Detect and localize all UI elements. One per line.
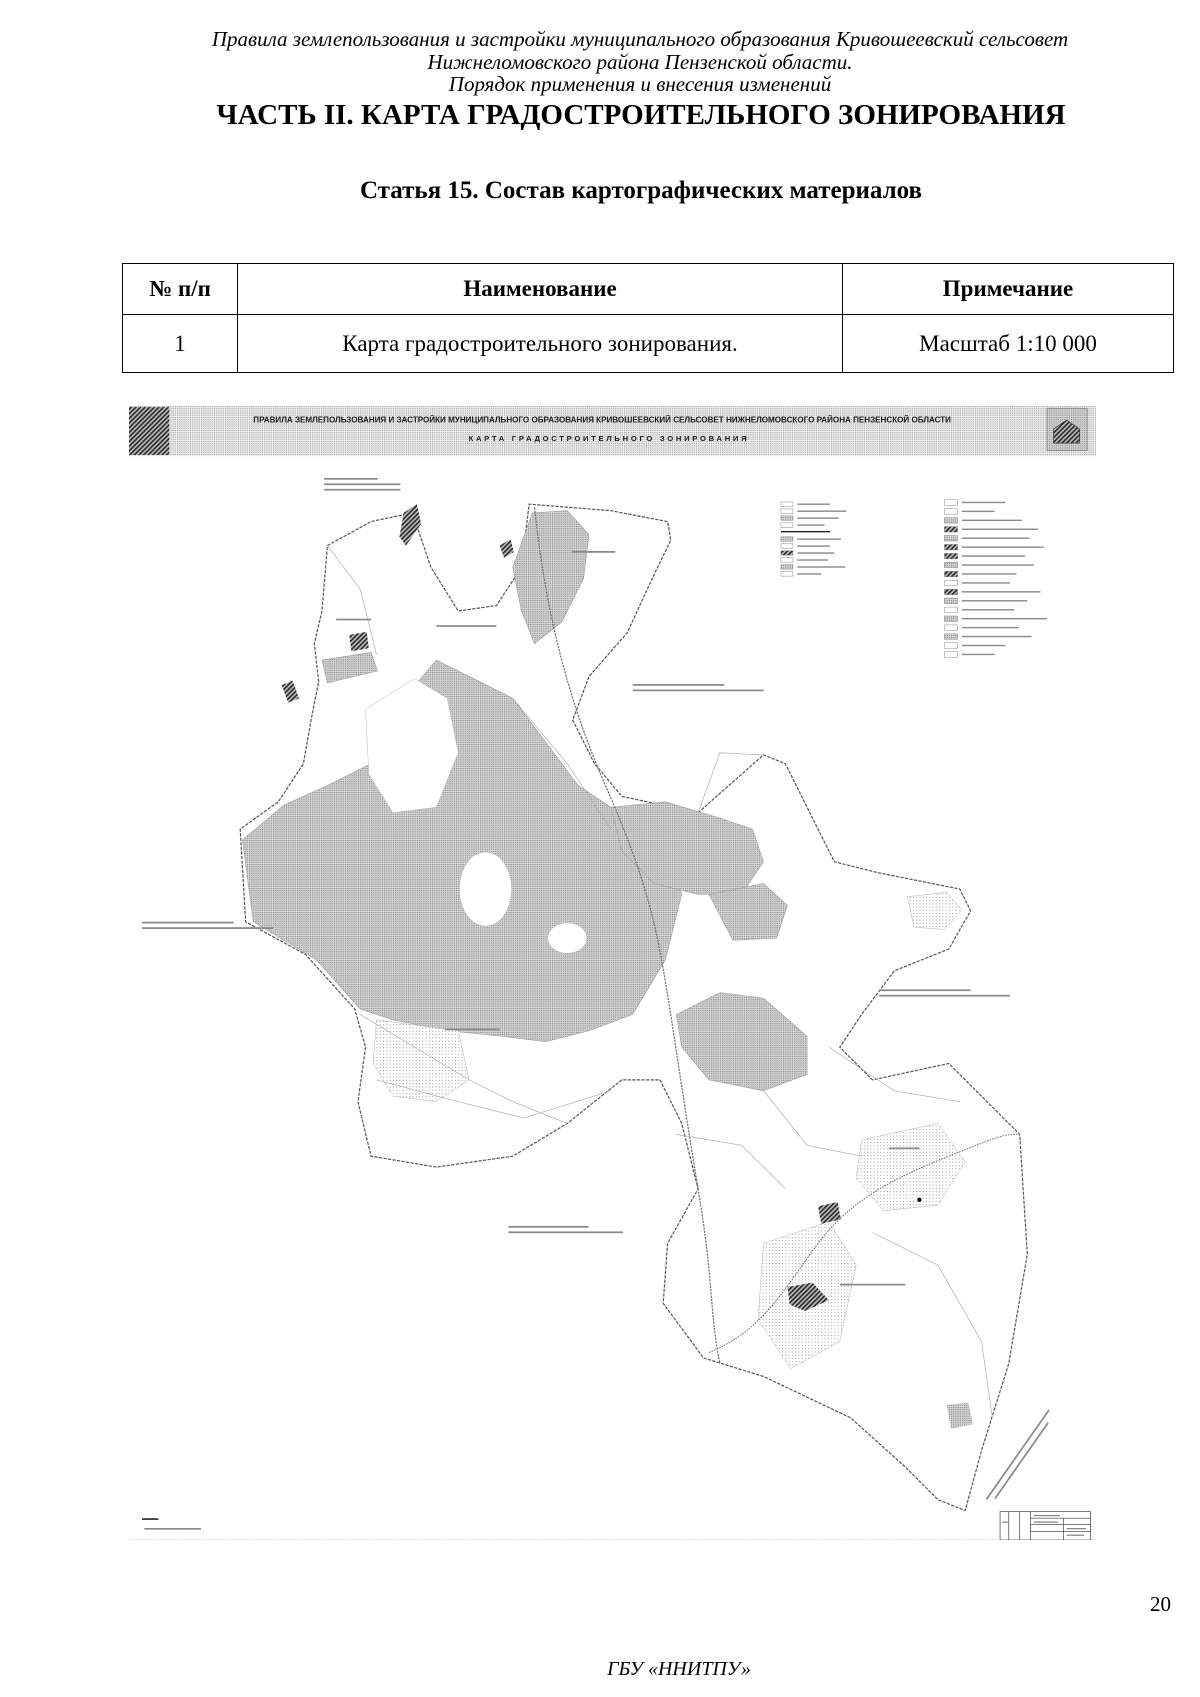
illegible-map-caption (994, 1422, 1049, 1499)
scale-note (142, 1518, 201, 1529)
illegible-legend-text (797, 552, 834, 553)
illegible-legend-text (797, 559, 828, 560)
legend-swatch (944, 518, 957, 523)
cell-number: 1 (123, 315, 238, 373)
column-header-number: № п/п (123, 264, 238, 315)
illegible-map-caption (436, 625, 496, 627)
illegible-map-caption (508, 1226, 588, 1228)
table-row (123, 315, 1174, 373)
illegible-legend-text (962, 538, 1030, 539)
illegible-legend-text (962, 654, 995, 655)
illegible-legend-text (962, 591, 1040, 592)
illegible-legend-text (962, 520, 1022, 521)
illegible-title-block-text (1067, 1535, 1084, 1536)
legend-swatch (944, 643, 957, 648)
illegible-map-caption (879, 995, 1010, 997)
illegible-legend-text (797, 538, 841, 539)
legend-swatch (781, 565, 793, 569)
illegible-map-caption (445, 1029, 500, 1031)
illegible-legend-text (962, 618, 1047, 619)
illegible-map-caption (633, 690, 764, 692)
legend-swatch (944, 580, 957, 585)
legend-swatch (781, 558, 793, 562)
column-header-note: Примечание (843, 264, 1174, 315)
zoning-map (129, 406, 1096, 1540)
band-left-emblem (129, 407, 169, 455)
materials-table (122, 263, 1174, 373)
zone-clearing (548, 923, 587, 954)
legend-swatch (944, 509, 957, 514)
illegible-map-caption (572, 551, 616, 553)
illegible-map-caption (324, 478, 377, 480)
legend-block-right (944, 500, 1046, 657)
illegible-legend-text (797, 573, 821, 574)
title-band-background (129, 406, 1096, 456)
illegible-title-block-text (1002, 1521, 1007, 1522)
legend-swatch (944, 500, 957, 505)
illegible-title-block-text (1034, 1515, 1060, 1516)
legend-swatch (781, 572, 793, 576)
legend-swatch (944, 536, 957, 541)
illegible-map-caption (324, 489, 400, 491)
illegible-map-caption (336, 619, 371, 621)
illegible-legend-text (962, 529, 1038, 530)
illegible-legend-text (797, 517, 838, 518)
rotated-map-caption (986, 1410, 1055, 1504)
legend-swatch (944, 562, 957, 567)
legend-line-symbol (781, 531, 830, 532)
column-header-name: Наименование (238, 264, 843, 315)
legend-swatch (781, 502, 793, 506)
cell-note: Масштаб 1:10 000 (843, 315, 1174, 373)
coat-of-arms-icon (1047, 408, 1087, 451)
legend-swatch (944, 625, 957, 630)
legend-swatch (781, 551, 793, 555)
illegible-legend-text (962, 600, 1027, 601)
page-number: 20 (1150, 1592, 1171, 1616)
cell-name: Карта градостроительного зонирования. (238, 315, 843, 373)
legend-swatch (944, 571, 957, 576)
legend-swatch (944, 553, 957, 558)
legend-swatch (944, 544, 957, 549)
illegible-map-caption (324, 483, 400, 485)
settlement-core (500, 539, 514, 558)
illegible-map-caption (142, 927, 273, 929)
zone-agricultural-west (242, 660, 681, 1042)
zone-clearing (459, 852, 511, 926)
legend-swatch (781, 509, 793, 513)
part-title: ЧАСТЬ II. КАРТА ГРАДОСТРОИТЕЛЬНОГО ЗОНИРОВАНИЯ (216, 99, 1066, 131)
scale-bar (142, 1518, 158, 1520)
article-title: Статья 15. Состав картографических материалов (359, 177, 923, 204)
illegible-title-block-text (1067, 1528, 1087, 1529)
legend-swatch (944, 652, 957, 657)
illegible-legend-text (797, 545, 830, 546)
publisher-footer: ГБУ «ННИТПУ» (607, 1658, 751, 1680)
legend-swatch (944, 616, 957, 621)
illegible-map-caption (142, 922, 234, 924)
illegible-scale-text (144, 1528, 201, 1530)
zone-small-plot (947, 1403, 973, 1429)
legend-swatch (781, 544, 793, 548)
illegible-legend-text (962, 609, 1014, 610)
map-title-band (129, 406, 1096, 456)
illegible-legend-text (962, 627, 1019, 628)
legend-block-left (781, 502, 846, 576)
illegible-legend-text (797, 524, 824, 525)
illegible-legend-text (962, 511, 995, 512)
legend-swatch (944, 607, 957, 612)
running-header (140, 28, 1140, 96)
illegible-legend-text (797, 503, 830, 504)
legend-swatch (944, 589, 957, 594)
illegible-legend-text (962, 546, 1044, 547)
illegible-legend-text (962, 582, 1010, 583)
illegible-map-caption (889, 1147, 920, 1149)
running-header-line-3: Порядок применения и внесения изменений (448, 72, 832, 96)
legend-swatch (781, 523, 793, 527)
illegible-map-caption (508, 1231, 622, 1233)
illegible-legend-text (962, 564, 1034, 565)
legend-swatch (944, 598, 957, 603)
running-header-line-1: Правила землепользования и застройки муниципального образования Кривошеевский сельсовет (211, 27, 1069, 51)
legend-swatch (781, 537, 793, 541)
map-point-marker (917, 1198, 921, 1202)
illegible-legend-text (962, 502, 1006, 503)
illegible-legend-text (962, 636, 1032, 637)
illegible-legend-text (962, 645, 1006, 646)
illegible-map-caption (633, 684, 725, 686)
illegible-map-caption (879, 989, 971, 991)
illegible-map-caption (986, 1410, 1050, 1500)
legend-swatch (944, 527, 957, 532)
map-band-subtitle: КАРТА ГРАДОСТРОИТЕЛЬНОГО ЗОНИРОВАНИЯ (468, 433, 747, 443)
map-band-title: ПРАВИЛА ЗЕМЛЕПОЛЬЗОВАНИЯ И ЗАСТРОЙКИ МУНИЦИПАЛЬНОГО ОБРАЗОВАНИЯ КРИВОШЕЕВСКИЙ СЕЛЬСОВЕТ НИЖНЕЛОМОВСКОГО РАЙОНА ПЕНЗЕНСКОЙ ОБЛАСТИ (253, 415, 959, 425)
table-header-row (123, 264, 1174, 315)
illegible-map-caption (840, 1284, 905, 1286)
illegible-title-block-text (1034, 1521, 1058, 1522)
running-header-line-2: Нижнеломовского района Пензенской области. (427, 49, 853, 74)
settlement-core (282, 681, 299, 703)
illegible-legend-text (797, 510, 846, 511)
legend-swatch (781, 516, 793, 520)
illegible-legend-text (797, 566, 845, 567)
legend-swatch (944, 634, 957, 639)
zoning-map-graphic (129, 406, 1096, 1540)
illegible-legend-text (962, 573, 1017, 574)
settlement-core (349, 632, 369, 652)
illegible-legend-text (962, 555, 1025, 556)
